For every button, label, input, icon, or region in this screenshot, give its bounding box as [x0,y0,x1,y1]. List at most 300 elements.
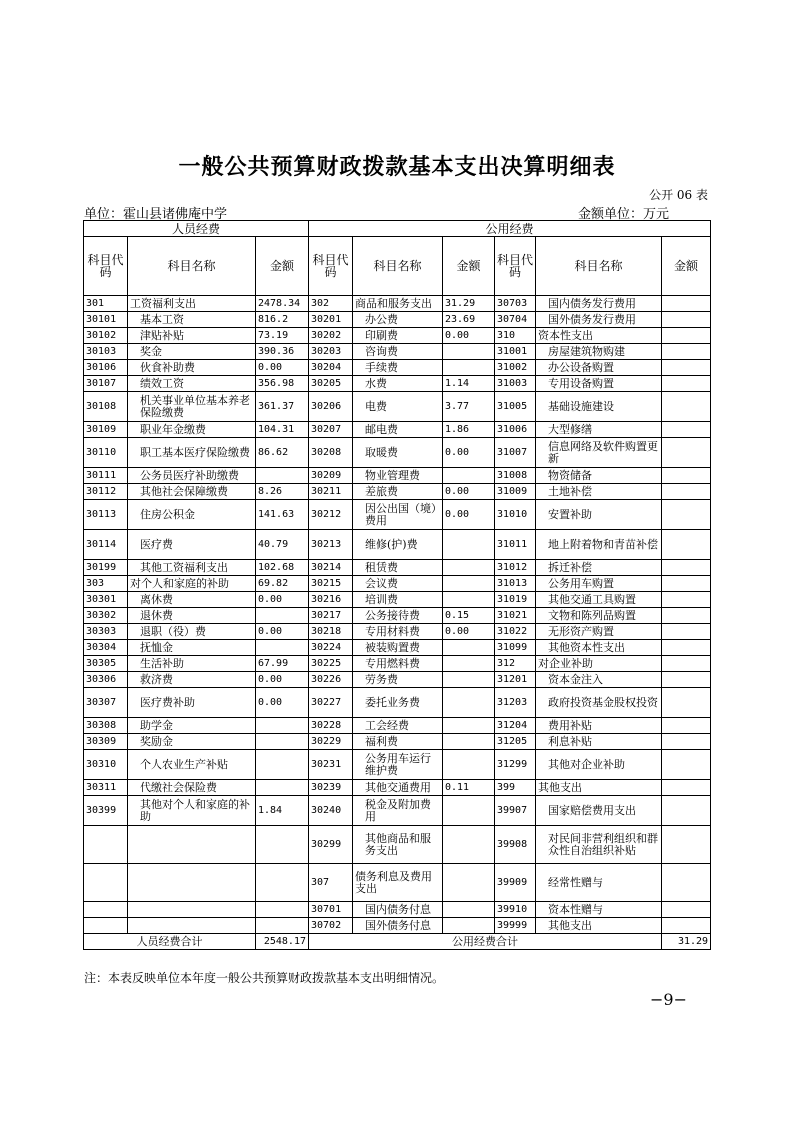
column-header-code: 科目代码 [495,237,536,296]
cell-code: 31012 [495,560,536,576]
cell-name: 印刷费 [353,328,443,344]
table-group-header-row [84,221,711,237]
cell-amount [443,718,495,734]
cell-name: 奖金 [128,344,256,360]
cell-code: 30111 [84,468,128,484]
cell-code: 30106 [84,360,128,376]
cell-amount [443,688,495,718]
cell-name: 绩效工资 [128,376,256,392]
cell-name: 劳务费 [353,672,443,688]
cell-name: 安置补助 [536,500,662,530]
cell-amount [662,624,711,640]
cell-code: 30202 [309,328,353,344]
cell-name: 伙食补助费 [128,360,256,376]
column-header-amount: 金额 [443,237,495,296]
table-row [84,734,711,750]
cell-name: 文物和陈列品购置 [536,608,662,624]
cell-name: 房屋建筑物购建 [536,344,662,360]
cell-code: 31007 [495,438,536,468]
cell-amount: 0.00 [443,500,495,530]
cell-name: 工会经费 [353,718,443,734]
cell-name: 水费 [353,376,443,392]
group-header-personnel: 人员经费 [84,221,309,237]
cell-name: 物业管理费 [353,468,443,484]
cell-code: 303 [84,576,128,592]
cell-amount [662,918,711,934]
cell-name: 因公出国（境）费用 [353,500,443,530]
cell-name: 其他支出 [536,918,662,934]
cell-amount: 0.11 [443,780,495,796]
cell-amount [443,640,495,656]
cell-amount [256,468,309,484]
cell-code: 30213 [309,530,353,560]
cell-amount [256,918,309,934]
cell-name: 资本性支出 [536,328,662,344]
table-column-header-row [84,237,711,296]
cell-name: 基础设施建设 [536,392,662,422]
cell-code: 31002 [495,360,536,376]
expenditure-table [83,220,711,950]
table-row [84,500,711,530]
table-row [84,560,711,576]
cell-code: 30229 [309,734,353,750]
cell-amount: 0.00 [443,484,495,500]
cell-code: 310 [495,328,536,344]
cell-name: 公务用车购置 [536,576,662,592]
cell-name: 差旅费 [353,484,443,500]
column-header-amount: 金额 [256,237,309,296]
cell-name: 税金及附加费用 [353,796,443,826]
cell-code: 30215 [309,576,353,592]
cell-amount [443,576,495,592]
page-number: −9− [650,990,687,1009]
cell-name: 办公费 [353,312,443,328]
cell-name: 其他工资福利支出 [128,560,256,576]
cell-code: 31204 [495,718,536,734]
cell-amount: 356.98 [256,376,309,392]
cell-name: 工资福利支出 [128,296,256,312]
cell-amount: 816.2 [256,312,309,328]
cell-code: 30103 [84,344,128,360]
cell-code: 31005 [495,392,536,422]
cell-amount [443,468,495,484]
cell-code: 30214 [309,560,353,576]
cell-amount: 2478.34 [256,296,309,312]
table-row [84,468,711,484]
cell-name: 退职（役）费 [128,624,256,640]
cell-code: 30108 [84,392,128,422]
cell-name: 住房公积金 [128,500,256,530]
cell-amount: 8.26 [256,484,309,500]
cell-code [84,902,128,918]
cell-name: 物资储备 [536,468,662,484]
cell-amount [662,750,711,780]
cell-amount: 1.14 [443,376,495,392]
cell-code: 399 [495,780,536,796]
cell-name: 电费 [353,392,443,422]
cell-name: 国外债务发行费用 [536,312,662,328]
cell-name: 拆迁补偿 [536,560,662,576]
cell-code: 30112 [84,484,128,500]
table-row [84,672,711,688]
form-number: 公开 06 表 [649,188,708,202]
cell-name: 信息网络及软件购置更新 [536,438,662,468]
cell-code: 31205 [495,734,536,750]
cell-code: 30102 [84,328,128,344]
table-row [84,392,711,422]
cell-name: 会议费 [353,576,443,592]
cell-amount [443,918,495,934]
cell-code: 31201 [495,672,536,688]
cell-amount [662,780,711,796]
cell-code: 30703 [495,296,536,312]
table-row [84,640,711,656]
table-row [84,530,711,560]
cell-code: 30240 [309,796,353,826]
cell-code: 30110 [84,438,128,468]
cell-name: 其他对企业补助 [536,750,662,780]
cell-code: 30304 [84,640,128,656]
cell-code: 30301 [84,592,128,608]
cell-code [84,826,128,864]
unit-label: 单位：霍山县诸佛庵中学 [84,207,228,222]
cell-amount [662,328,711,344]
table-row [84,796,711,826]
cell-name: 被装购置费 [353,640,443,656]
amount-unit-label: 金额单位：万元 [578,207,670,222]
cell-amount [443,530,495,560]
cell-code: 30207 [309,422,353,438]
column-header-amount: 金额 [662,237,711,296]
cell-amount [662,392,711,422]
cell-amount [662,826,711,864]
cell-amount [256,640,309,656]
cell-code: 30199 [84,560,128,576]
cell-code: 30228 [309,718,353,734]
cell-amount [662,734,711,750]
cell-code: 30114 [84,530,128,560]
cell-name: 对民间非营利组织和群众性自治组织补贴 [536,826,662,864]
table-row [84,576,711,592]
cell-name: 土地补偿 [536,484,662,500]
page-title: 一般公共预算财政拨款基本支出决算明细表 [178,154,616,180]
cell-name: 其他社会保障缴费 [128,484,256,500]
cell-amount [662,500,711,530]
cell-name: 津贴补贴 [128,328,256,344]
cell-name: 专用材料费 [353,624,443,640]
cell-amount: 1.84 [256,796,309,826]
cell-name: 国外债务付息 [353,918,443,934]
cell-code: 30224 [309,640,353,656]
cell-code: 30211 [309,484,353,500]
cell-code: 39908 [495,826,536,864]
cell-code: 30218 [309,624,353,640]
cell-amount [662,608,711,624]
cell-name: 国内债务发行费用 [536,296,662,312]
cell-name: 对个人和家庭的补助 [128,576,256,592]
cell-amount: 361.37 [256,392,309,422]
cell-amount [662,902,711,918]
cell-code: 30217 [309,608,353,624]
group-header-public: 公用经费 [309,221,711,237]
cell-amount [662,344,711,360]
cell-amount [662,312,711,328]
cell-name: 邮电费 [353,422,443,438]
cell-code: 31099 [495,640,536,656]
table-row [84,484,711,500]
cell-amount: 0.00 [443,438,495,468]
totals-row [84,934,711,950]
cell-code: 30113 [84,500,128,530]
cell-amount: 1.86 [443,422,495,438]
cell-name: 职业年金缴费 [128,422,256,438]
cell-code: 31299 [495,750,536,780]
cell-code: 30302 [84,608,128,624]
cell-name: 政府投资基金股权投资 [536,688,662,718]
cell-code: 30310 [84,750,128,780]
cell-amount: 86.62 [256,438,309,468]
cell-code: 39910 [495,902,536,918]
cell-name: 医疗费 [128,530,256,560]
table-row [84,902,711,918]
cell-name: 公务员医疗补助缴费 [128,468,256,484]
cell-code: 30299 [309,826,353,864]
cell-amount [443,360,495,376]
cell-amount [443,672,495,688]
cell-amount: 40.79 [256,530,309,560]
cell-code: 30226 [309,672,353,688]
cell-code: 31003 [495,376,536,392]
cell-amount [256,750,309,780]
cell-name: 专用设备购置 [536,376,662,392]
cell-name: 职工基本医疗保险缴费 [128,438,256,468]
cell-amount [443,864,495,902]
cell-amount: 3.77 [443,392,495,422]
personnel-total-value: 2548.17 [256,934,309,950]
cell-code: 31006 [495,422,536,438]
cell-name: 机关事业单位基本养老保险缴费 [128,392,256,422]
cell-code: 312 [495,656,536,672]
cell-name: 手续费 [353,360,443,376]
table-row [84,312,711,328]
cell-code: 31021 [495,608,536,624]
table-row [84,918,711,934]
cell-amount [662,438,711,468]
cell-amount: 31.29 [443,296,495,312]
cell-name: 委托业务费 [353,688,443,718]
cell-code: 39999 [495,918,536,934]
cell-name: 咨询费 [353,344,443,360]
table-row [84,438,711,468]
cell-amount [662,656,711,672]
cell-amount [256,608,309,624]
cell-code: 31203 [495,688,536,718]
cell-code: 30311 [84,780,128,796]
cell-code: 30203 [309,344,353,360]
cell-code: 30206 [309,392,353,422]
cell-name: 福利费 [353,734,443,750]
cell-amount [662,640,711,656]
cell-amount: 0.00 [443,328,495,344]
cell-amount [443,560,495,576]
cell-code: 30303 [84,624,128,640]
cell-code: 30305 [84,656,128,672]
cell-code: 30216 [309,592,353,608]
cell-amount [662,592,711,608]
cell-name: 抚恤金 [128,640,256,656]
cell-name: 医疗费补助 [128,688,256,718]
cell-amount [662,864,711,902]
cell-code: 31009 [495,484,536,500]
cell-code: 30107 [84,376,128,392]
cell-name: 租赁费 [353,560,443,576]
cell-name: 费用补贴 [536,718,662,734]
cell-name: 离休费 [128,592,256,608]
cell-name: 其他支出 [536,780,662,796]
cell-code: 30306 [84,672,128,688]
cell-amount: 0.00 [256,592,309,608]
cell-amount [662,672,711,688]
cell-code: 30212 [309,500,353,530]
cell-code: 30205 [309,376,353,392]
cell-amount [662,688,711,718]
cell-name: 办公设备购置 [536,360,662,376]
cell-amount [662,484,711,500]
cell-amount [662,718,711,734]
table-row [84,688,711,718]
cell-amount [443,344,495,360]
cell-code: 30239 [309,780,353,796]
cell-code: 31011 [495,530,536,560]
column-header-name: 科目名称 [536,237,662,296]
cell-name: 资本金注入 [536,672,662,688]
cell-name: 助学金 [128,718,256,734]
cell-amount [662,530,711,560]
cell-code: 30208 [309,438,353,468]
cell-name: 公务用车运行维护费 [353,750,443,780]
cell-name: 基本工资 [128,312,256,328]
table-row [84,750,711,780]
cell-amount [443,796,495,826]
cell-name: 救济费 [128,672,256,688]
cell-name: 其他商品和服务支出 [353,826,443,864]
cell-code: 30204 [309,360,353,376]
cell-code: 30702 [309,918,353,934]
cell-amount [662,576,711,592]
cell-code: 39907 [495,796,536,826]
cell-amount [443,734,495,750]
column-header-code: 科目代码 [84,237,128,296]
cell-code: 30701 [309,902,353,918]
cell-code: 39909 [495,864,536,902]
cell-amount: 102.68 [256,560,309,576]
cell-name [128,826,256,864]
table-row [84,422,711,438]
table-row [84,296,711,312]
cell-amount [662,796,711,826]
table-row [84,376,711,392]
cell-amount: 104.31 [256,422,309,438]
public-total-value: 31.29 [662,934,711,950]
cell-amount: 67.99 [256,656,309,672]
cell-amount [256,864,309,902]
personnel-total-label: 人员经费合计 [84,934,256,950]
cell-code [84,918,128,934]
column-header-name: 科目名称 [128,237,256,296]
table-row [84,608,711,624]
cell-code: 30225 [309,656,353,672]
cell-amount: 0.00 [256,688,309,718]
cell-code: 30309 [84,734,128,750]
cell-amount: 69.82 [256,576,309,592]
cell-code: 307 [309,864,353,902]
cell-amount [256,826,309,864]
public-total-label: 公用经费合计 [309,934,662,950]
cell-name: 地上附着物和青苗补偿 [536,530,662,560]
cell-code: 31013 [495,576,536,592]
cell-amount: 390.36 [256,344,309,360]
cell-name: 个人农业生产补贴 [128,750,256,780]
cell-code: 302 [309,296,353,312]
cell-name: 专用燃料费 [353,656,443,672]
cell-name: 债务利息及费用支出 [353,864,443,902]
cell-amount [662,296,711,312]
cell-name: 无形资产购置 [536,624,662,640]
cell-amount [662,422,711,438]
cell-code [84,864,128,902]
cell-amount [443,592,495,608]
cell-amount [443,826,495,864]
cell-name: 其他资本性支出 [536,640,662,656]
cell-name: 商品和服务支出 [353,296,443,312]
cell-amount [256,718,309,734]
table-note: 注：本表反映单位本年度一般公共预算财政拨款基本支出明细情况。 [84,971,445,985]
cell-code: 30209 [309,468,353,484]
cell-code: 30201 [309,312,353,328]
cell-code: 30227 [309,688,353,718]
cell-code: 30109 [84,422,128,438]
table-row [84,656,711,672]
cell-code: 31019 [495,592,536,608]
cell-amount: 141.63 [256,500,309,530]
cell-name: 国家赔偿费用支出 [536,796,662,826]
cell-name: 取暖费 [353,438,443,468]
cell-code: 31008 [495,468,536,484]
cell-amount: 73.19 [256,328,309,344]
cell-name: 其他交通费用 [353,780,443,796]
cell-amount: 23.69 [443,312,495,328]
table-row [84,864,711,902]
cell-code: 31001 [495,344,536,360]
cell-name [128,902,256,918]
column-header-code: 科目代码 [309,237,353,296]
cell-code: 30704 [495,312,536,328]
cell-name: 利息补贴 [536,734,662,750]
cell-name: 退休费 [128,608,256,624]
cell-amount: 0.00 [256,624,309,640]
cell-code: 31010 [495,500,536,530]
table-row [84,592,711,608]
cell-amount: 0.15 [443,608,495,624]
cell-name: 维修(护)费 [353,530,443,560]
cell-amount: 0.00 [443,624,495,640]
cell-amount: 0.00 [256,672,309,688]
cell-name: 大型修缮 [536,422,662,438]
cell-code: 30308 [84,718,128,734]
cell-name: 其他对个人和家庭的补助 [128,796,256,826]
cell-name: 国内债务付息 [353,902,443,918]
cell-name [128,864,256,902]
